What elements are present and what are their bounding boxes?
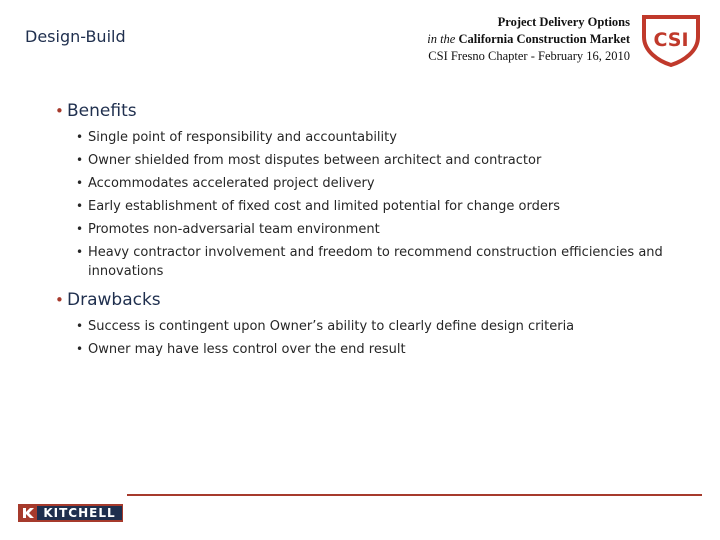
csi-logo-text: CSI xyxy=(653,29,689,51)
csi-logo xyxy=(640,13,702,67)
header-line-2 xyxy=(427,31,630,48)
list-item: • Heavy contractor involvement and freedom to recommend construction efficiencies and innovations xyxy=(55,243,695,281)
kitchell-logo xyxy=(18,504,123,522)
slide-content xyxy=(55,100,695,367)
footer-divider xyxy=(127,494,702,496)
header-line-3: CSI Fresno Chapter - February 16, 2010 xyxy=(428,49,630,63)
k-mark-icon xyxy=(21,507,35,519)
list-item: • Promotes non-adversarial team environment xyxy=(55,220,695,239)
list-item: • Success is contingent upon Owner’s ability to clearly define design criteria xyxy=(55,317,695,336)
benefits-list xyxy=(55,128,695,281)
header-line-1: Project Delivery Options xyxy=(497,15,630,29)
section-heading-benefits: • Benefits xyxy=(55,100,695,122)
section-heading-drawbacks: • Drawbacks xyxy=(55,289,695,311)
list-item: • Owner shielded from most disputes between architect and contractor xyxy=(55,151,695,170)
list-item: • Owner may have less control over the end result xyxy=(55,340,695,359)
list-item: • Early establishment of fixed cost and limited potential for change orders xyxy=(55,197,695,216)
drawbacks-list xyxy=(55,317,695,359)
kitchell-wordmark: KITCHELL xyxy=(37,506,122,520)
header-line-2-main: California Construction Market xyxy=(458,32,630,46)
slide-title: Design-Build xyxy=(25,27,126,46)
list-item: • Accommodates accelerated project delivery xyxy=(55,174,695,193)
presentation-header xyxy=(427,14,630,65)
list-item: • Single point of responsibility and accountability xyxy=(55,128,695,147)
header-line-2-prefix: in the xyxy=(427,32,456,46)
kitchell-k-icon xyxy=(19,505,37,521)
